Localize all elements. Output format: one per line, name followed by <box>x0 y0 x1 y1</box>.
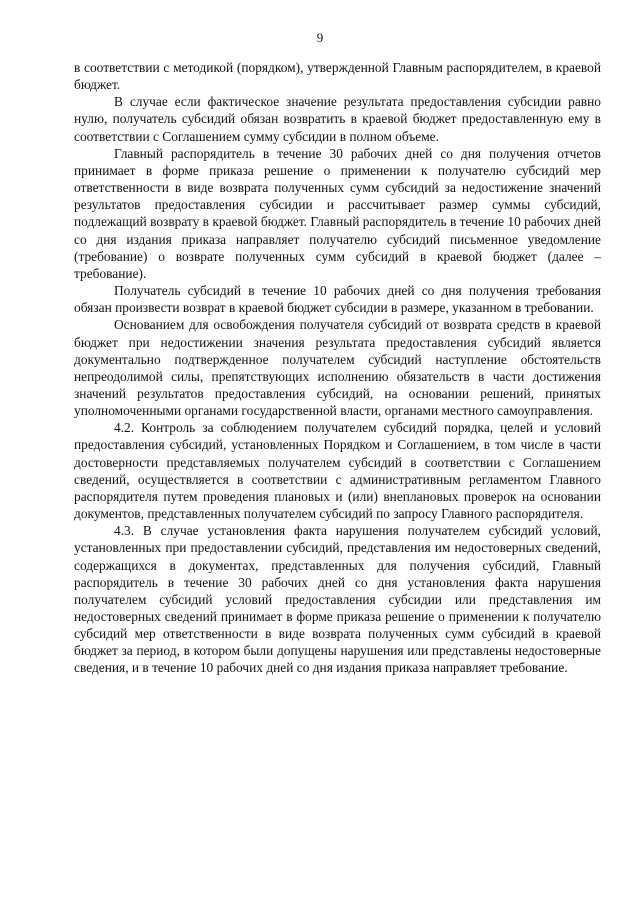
paragraph-section-4-3: 4.3. В случае установления факта нарушения получателем субсидий условий, установленных при предоставлении субсидий, представления им недостоверных сведений, содержащихся в документах, представленных для получения субсидий, Главный распорядитель в течение 30 рабочих дней со дня установления факта нарушения получателем субсидий условий предоставления субсидии или представления им недостоверных сведений принимает в форме приказа решение о применении к получателю субсидий мер ответственности в виде возврата полученных сумм субсидий в краевой бюджет за период, в котором были допущены нарушения или представлены недостоверные сведения, и в течение 10 рабочих дней со дня издания приказа направляет требование. <box>74 523 601 676</box>
paragraph-section-4-2: 4.2. Контроль за соблюдением получателем субсидий порядка, целей и условий предоставления субсидий, установленных Порядком и Соглашением, в том числе в части достоверности представляемых получателем субсидий в соответствии с Соглашением сведений, осуществляется в соответствии с административным регламентом Главного распорядителя путем проведения плановых и (или) внеплановых проверок на основании документов, представленных получателем субсидий по запросу Главного распорядителя. <box>74 420 601 522</box>
paragraph-force-majeure: Основанием для освобождения получателя субсидий от возврата средств в краевой бюджет при недостижении значения результата предоставления субсидий является документально подтвержденное получателем субсидий наступление обстоятельств непреодолимой силы, препятствующих исполнению обязательств в части достижения значений результатов предоставления субсидий, на основании решений, принятых уполномоченными органами государственной власти, органами местного самоуправления. <box>74 317 601 419</box>
paragraph-order-decision: Главный распорядитель в течение 30 рабочих дней со дня получения отчетов принимает в форме приказа решение о применении к получателю субсидий мер ответственности в виде возврата полученных сумм субсидий за недостижение значений результатов предоставления субсидии и рассчитывает размер суммы субсидий, подлежащий возврату в краевой бюджет. Главный распорядитель в течение 10 рабочих дней со дня издания приказа направляет получателю субсидий письменное уведомление (требование) о возврате полученных сумм субсидий в краевой бюджет (далее – требование). <box>74 145 601 281</box>
document-body <box>74 59 601 677</box>
paragraph-zero-result: В случае если фактическое значение результата предоставления субсидии равно нулю, получатель субсидий обязан возвратить в краевой бюджет предоставленную ему в соответствии с Соглашением сумму субсидии в полном объеме. <box>74 94 601 144</box>
paragraph-refund-deadline: Получатель субсидий в течение 10 рабочих дней со дня получения требования обязан произвести возврат в краевой бюджет субсидии в размере, указанном в требовании. <box>74 283 601 316</box>
page-number: 9 <box>316 30 324 45</box>
paragraph-continuation: в соответствии с методикой (порядком), утвержденной Главным распорядителем, в краевой бюджет. <box>74 60 601 93</box>
